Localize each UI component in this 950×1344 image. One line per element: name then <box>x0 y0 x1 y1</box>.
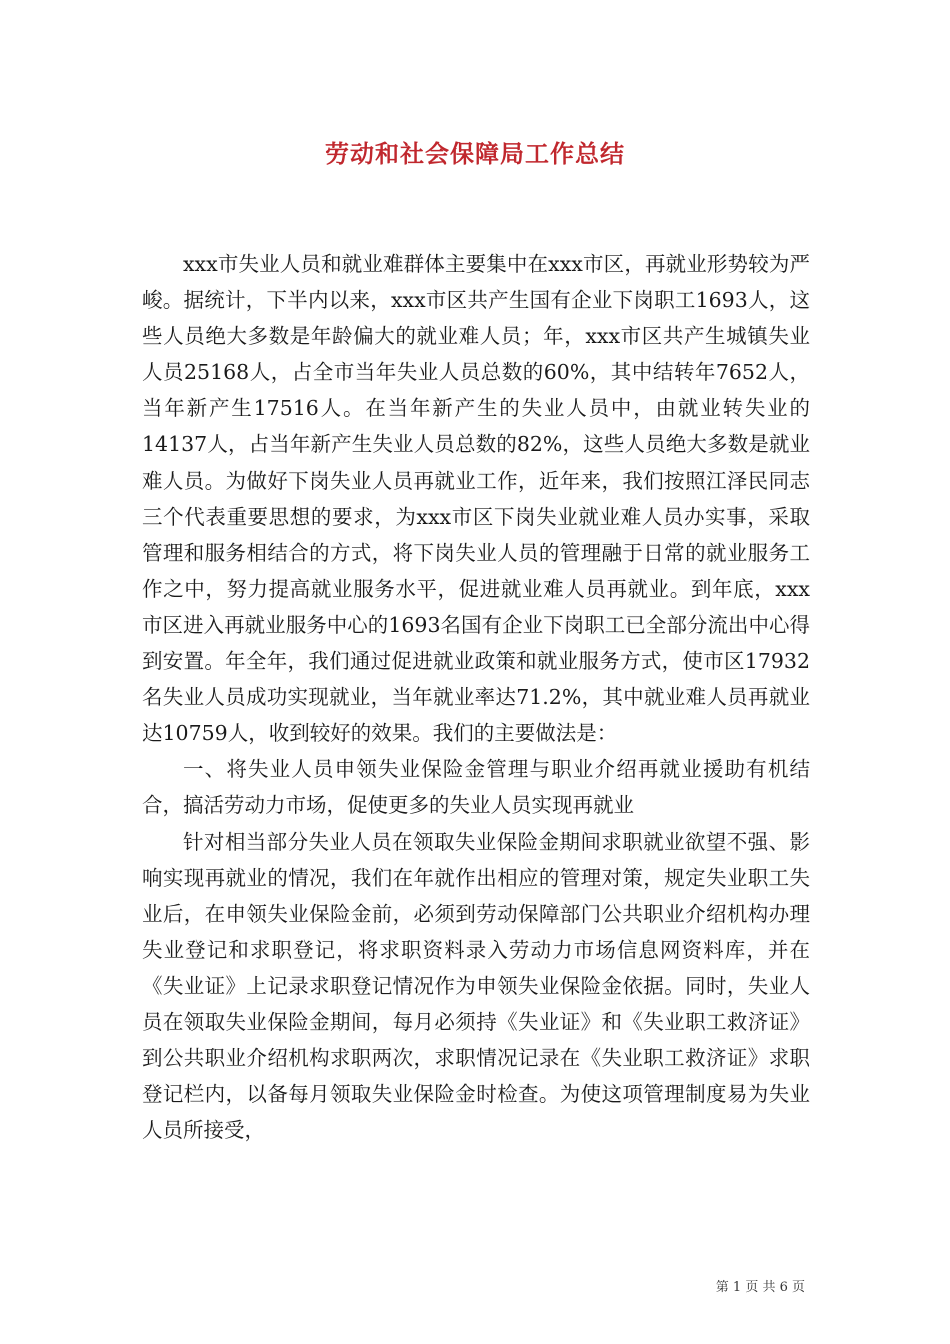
paragraph-measures: 针对相当部分失业人员在领取失业保险金期间求职就业欲望不强、影响实现再就业的情况，我们在年就作出相应的管理对策，规定失业职工失业后，在申领失业保险金前，必须到劳动保障部门公共职业介绍机构办理失业登记和求职登记，将求职资料录入劳动力市场信息网资料库，并在《失业证》上记录求职登记情况作为申领失业保险金依据。同时，失业人员在领取失业保险金期间，每月必须持《失业证》和《失业职工救济证》到公共职业介绍机构求职两次，求职情况记录在《失业职工救济证》求职登记栏内，以备每月领取失业保险金时检查。为使这项管理制度易为失业人员所接受， <box>142 829 810 1143</box>
document-body <box>142 246 810 1148</box>
document-title: 劳动和社会保障局工作总结 <box>325 139 625 168</box>
page-number: 第 1 页 共 6 页 <box>715 1280 805 1295</box>
paragraph-section-heading: 一、将失业人员申领失业保险金管理与职业介绍再就业援助有机结合，搞活劳动力市场，促使更多的失业人员实现再就业 <box>142 757 810 818</box>
paragraph-intro: xxx市失业人员和就业难群体主要集中在xxx市区，再就业形势较为严峻。据统计，下半内以来，xxx市区共产生国有企业下岗职工1693人，这些人员绝大多数是年龄偏大的就业难人员；年，xxx市区共产生城镇失业人员25168人，占全市当年失业人员总数的60%，其中结转年7652人，当年新产生17516人。在当年新产生的失业人员中，由就业转失业的14137人，占当年新产生失业人员总数的82%，这些人员绝大多数是就业难人员。为做好下岗失业人员再就业工作，近年来，我们按照江泽民同志三个代表重要思想的要求，为xxx市区下岗失业就业难人员办实事，采取管理和服务相结合的方式，将下岗失业人员的管理融于日常的就业服务工作之中，努力提高就业服务水平，促进就业难人员再就业。到年底，xxx市区进入再就业服务中心的1693名国有企业下岗职工已全部分流出中心得到安置。年全年，我们通过促进就业政策和就业服务方式，使市区17932名失业人员成功实现就业，当年就业率达71.2%，其中就业难人员再就业达10759人，收到较好的效果。我们的主要做法是： <box>142 252 810 746</box>
